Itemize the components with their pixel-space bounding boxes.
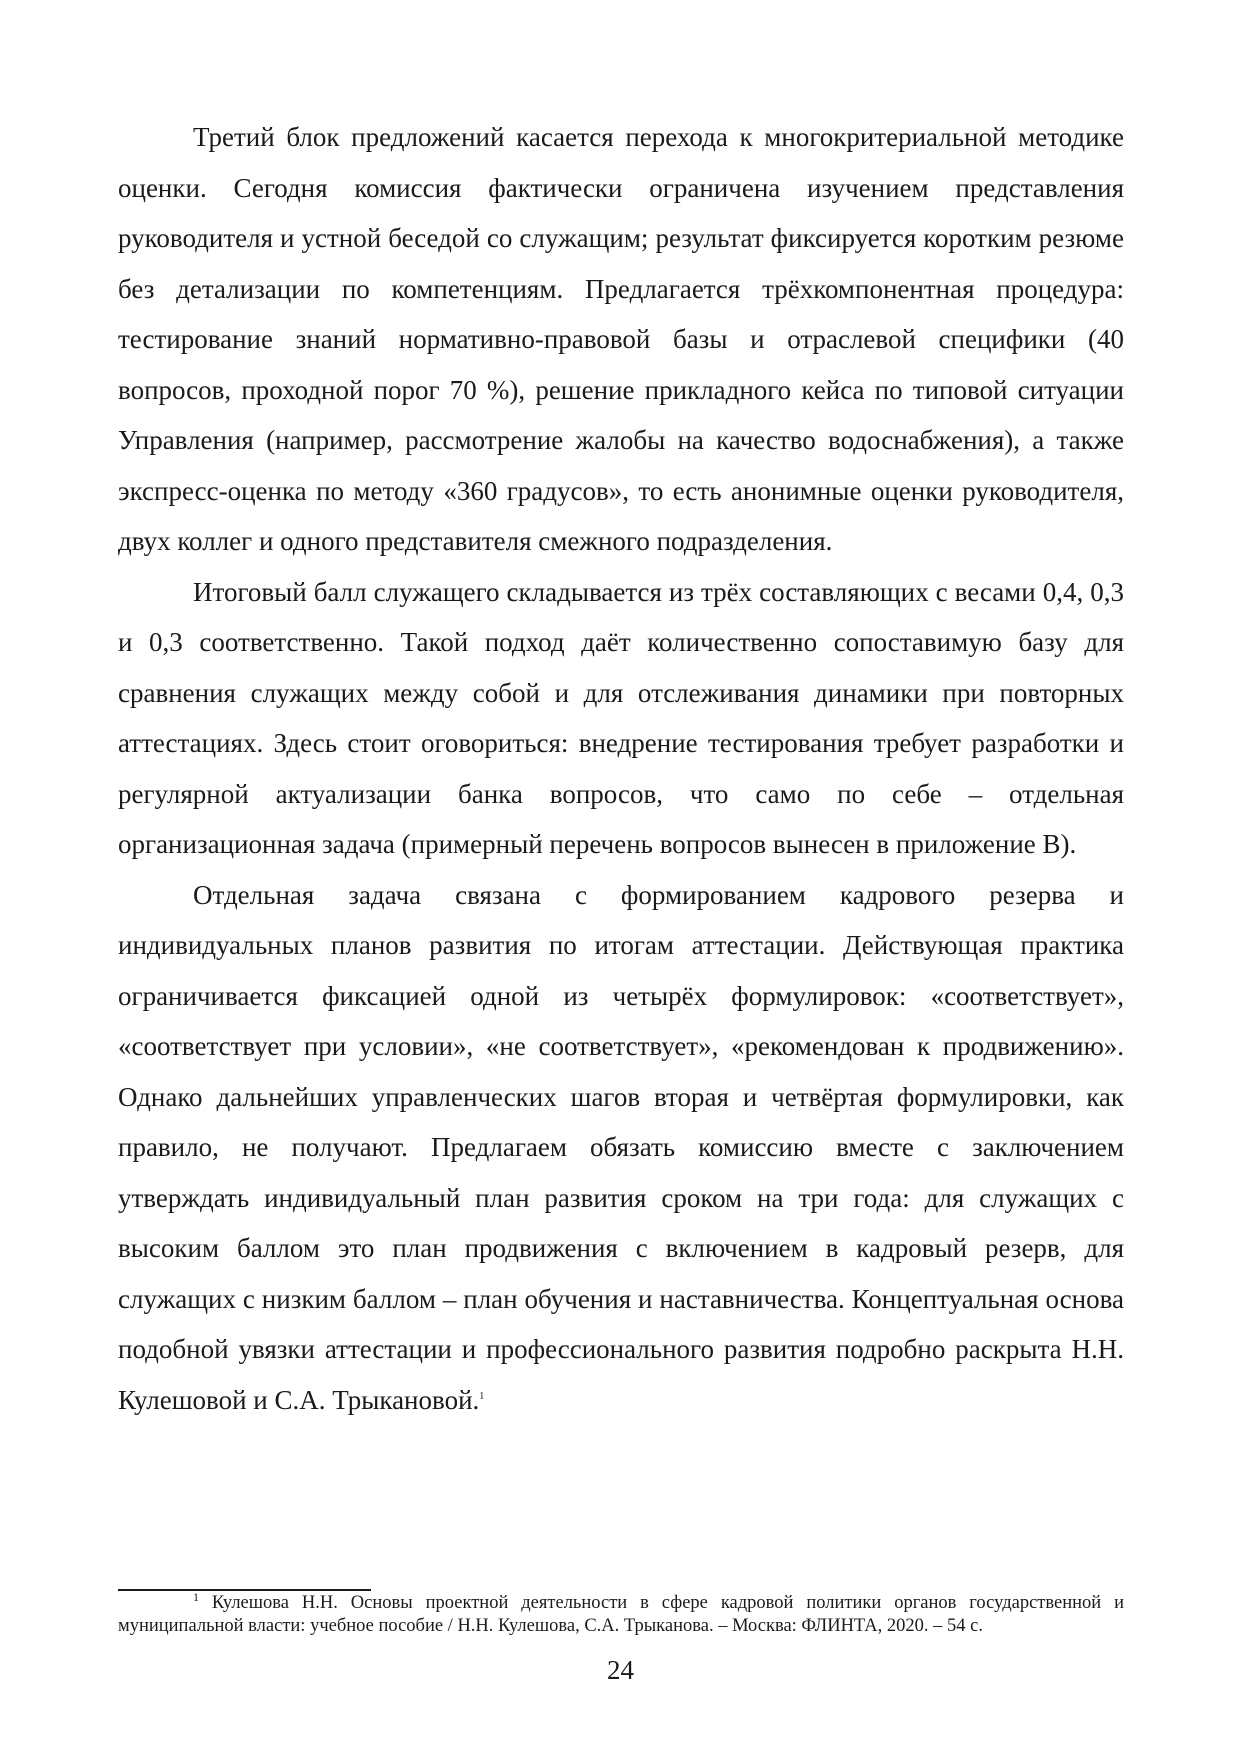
footnote-reference[interactable]: 1 xyxy=(479,1390,485,1402)
paragraph-1: Третий блок предложений касается перехода к многокритериальной методике оценки. Сегодня комиссия фактически ограничена изучением представления руководителя и устной беседой со служащим; результат фиксируется коротким резюме без детализации по компетенциям. Предлагается трёхкомпонентная процедура: тестирование знаний нормативно-правовой базы и отраслевой специфики (40 вопросов, проходной порог 70 %), решение прикладного кейса по типовой ситуации Управления (например, рассмотрение жалобы на качество водоснабжения), а также экспресс-оценка по методу «360 градусов», то есть анонимные оценки руководителя, двух коллег и одного представителя смежного подразделения. xyxy=(118,122,1124,556)
footnote xyxy=(118,1589,1124,1637)
footnote-text: Кулешова Н.Н. Основы проектной деятельности в сфере кадровой политики органов государственной и муниципальной власти: учебное пособие / Н.Н. Кулешова, С.А. Трыканова. – Москва: ФЛИНТА, 2020. – 54 с. xyxy=(118,1593,1124,1636)
paragraph-3 xyxy=(118,870,1124,1426)
main-text xyxy=(118,112,1124,1425)
footnote-mark: 1 xyxy=(193,1589,199,1604)
paragraph-3-text: Отдельная задача связана с формированием кадрового резерва и индивидуальных планов развития по итогам аттестации. Действующая практика ограничивается фиксацией одной из четырёх формулировок: «соответствует», «соответствует при условии», «не соответствует», «рекомендован к продвижению». Однако дальнейших управленческих шагов вторая и четвёртая формулировки, как правило, не получают. Предлагаем обязать комиссию вместе с заключением утверждать индивидуальный план развития сроком на три года: для служащих с высоким баллом это план продвижения с включением в кадровый резерв, для служащих с низким баллом – план обучения и наставничества. Концептуальная основа подобной увязки аттестации и профессионального развития подробно раскрыта Н.Н. Кулешовой и С.А. Трыкановой. xyxy=(118,879,1124,1415)
footnote-divider xyxy=(118,1589,371,1591)
paragraph-2: Итоговый балл служащего складывается из трёх составляющих с весами 0,4, 0,3 и 0,3 соответственно. Такой подход даёт количественно сопоставимую базу для сравнения служащих между собой и для отслеживания динамики при повторных аттестациях. Здесь стоит оговориться: внедрение тестирования требует разработки и регулярной актуализации банка вопросов, что само по себе – отдельная организационная задача (примерный перечень вопросов вынесен в приложение В). xyxy=(118,576,1124,859)
page-number: 24 xyxy=(607,1655,634,1685)
